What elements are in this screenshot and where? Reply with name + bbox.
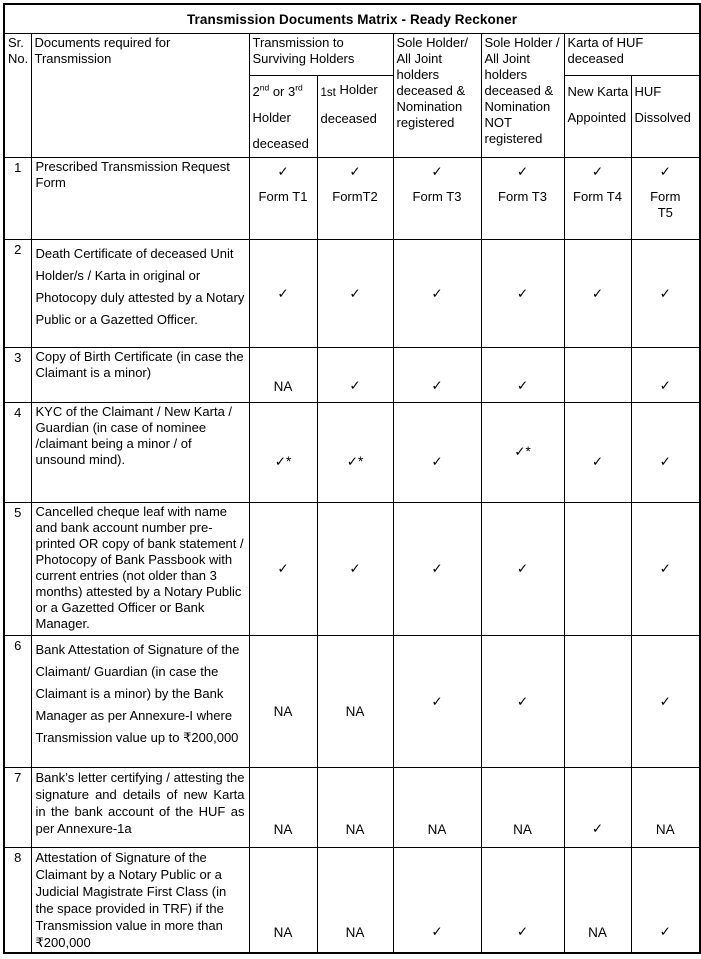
na-value: NA (273, 822, 293, 837)
document-description: Bank’s letter certifying / attesting the signature and details of new Karta in the bank account of the HUF as per Annexure-1a (31, 768, 249, 848)
check-mark: ✓ (591, 285, 604, 301)
matrix-cell (481, 636, 564, 768)
check-mark: ✓* (514, 443, 531, 459)
serial-number: 2 (4, 240, 31, 348)
check-mark: ✓ (659, 923, 671, 939)
matrix-cell (393, 348, 481, 403)
serial-number: 6 (4, 636, 31, 768)
header-new-karta-appointed: New Karta Appointed (564, 76, 631, 158)
matrix-cell (317, 636, 393, 768)
check-mark: ✓ (516, 561, 529, 576)
check-mark: ✓ (659, 693, 671, 709)
table-row (4, 503, 700, 636)
form-label: Form T4 (573, 189, 622, 204)
form-label: Form T3 (498, 189, 547, 204)
page-title: Transmission Documents Matrix - Ready Reckoner (4, 4, 700, 34)
check-mark: ✓ (431, 285, 443, 301)
serial-number: 7 (4, 768, 31, 848)
na-value: NA (427, 822, 447, 837)
na-value: NA (345, 924, 365, 940)
matrix-cell (564, 848, 631, 953)
header-2nd-3rd-holder-deceased (249, 76, 317, 158)
na-value: NA (588, 924, 607, 940)
matrix-cell (481, 503, 564, 636)
matrix-cell (317, 848, 393, 953)
matrix-cell (564, 158, 631, 240)
table-row (4, 240, 700, 348)
check-mark: ✓* (346, 453, 364, 469)
header-row-groups (4, 34, 700, 76)
matrix-cell-empty (564, 636, 631, 768)
matrix-cell (631, 348, 700, 403)
document-description: Bank Attestation of Signature of the Claimant/ Guardian (in case the Claimant is a minor) by the Bank Manager as per Annexure-I where Transmission value up to ₹200,000 (31, 636, 249, 768)
matrix-cell (564, 240, 631, 348)
header-group-karta-huf: Karta of HUF deceased (564, 34, 700, 76)
check-mark: ✓ (516, 164, 529, 179)
matrix-cell (481, 403, 564, 503)
matrix-cell (393, 636, 481, 768)
matrix-cell (249, 240, 317, 348)
table-row (4, 348, 700, 403)
matrix-cell (393, 768, 481, 848)
check-mark: ✓* (274, 453, 292, 469)
matrix-cell (249, 768, 317, 848)
matrix-cell (317, 240, 393, 348)
title-row (4, 4, 700, 34)
header-documents: Documents required for Transmission (31, 34, 249, 158)
check-mark: ✓ (431, 378, 443, 393)
check-mark: ✓ (431, 164, 443, 179)
matrix-cell (249, 403, 317, 503)
document-description: Cancelled cheque leaf with name and bank account number pre-printed OR copy of bank statement / Photocopy of Bank Passbook with current entries (not older than 3 months) attested by a Notary Public or a Gazetted Officer or Bank Manager. (31, 503, 249, 636)
matrix-cell (393, 240, 481, 348)
matrix-cell (393, 158, 481, 240)
matrix-cell (481, 158, 564, 240)
document-description: Copy of Birth Certificate (in case the Claimant is a minor) (31, 348, 249, 403)
ordinal-rest: Holder deceased (252, 110, 309, 151)
form-label: Form T3 (412, 189, 462, 204)
na-value: NA (273, 704, 293, 719)
form-label: Form T1 (258, 189, 308, 204)
matrix-cell (631, 503, 700, 636)
na-value: NA (345, 822, 365, 837)
check-mark: ✓ (591, 453, 604, 469)
matrix-cell (249, 503, 317, 636)
matrix-cell (631, 768, 700, 848)
form-label: FormT2 (332, 189, 378, 204)
document-description: Death Certificate of deceased Unit Holder/s / Karta in original or Photocopy duly attested by a Notary Public or a Gazetted Officer. (31, 240, 249, 348)
table-row (4, 636, 700, 768)
check-mark: ✓ (431, 453, 443, 469)
check-mark: ✓ (516, 285, 529, 301)
document-description: KYC of the Claimant / New Karta / Guardian (in case of nominee /claimant being a minor / of unsound mind). (31, 403, 249, 503)
na-value: NA (655, 822, 675, 837)
na-value: NA (273, 924, 293, 940)
transmission-documents-matrix (3, 3, 701, 954)
check-mark: ✓ (659, 285, 671, 301)
matrix-cell (249, 158, 317, 240)
document-description: Prescribed Transmission Request Form (31, 158, 249, 240)
header-1st-holder-deceased (317, 76, 393, 158)
check-mark: ✓ (431, 693, 443, 709)
check-mark: ✓ (516, 693, 529, 709)
matrix-cell (481, 768, 564, 848)
serial-number: 8 (4, 848, 31, 953)
serial-number: 5 (4, 503, 31, 636)
matrix-cell (481, 240, 564, 348)
check-mark: ✓ (431, 561, 443, 576)
header-huf-dissolved: HUF Dissolved (631, 76, 700, 158)
serial-number: 4 (4, 403, 31, 503)
header-sr-no: Sr. No. (4, 34, 31, 158)
serial-number: 3 (4, 348, 31, 403)
matrix-cell (631, 403, 700, 503)
check-mark: ✓ (349, 378, 361, 393)
check-mark: ✓ (349, 561, 361, 576)
matrix-cell (249, 848, 317, 953)
matrix-cell (631, 848, 700, 953)
document-description: Attestation of Signature of the Claimant by a Notary Public or a Judicial Magistrate First Class (in the space provided in TRF) if the Transmission value in more than ₹200,000 (31, 848, 249, 953)
matrix-cell (393, 848, 481, 953)
check-mark: ✓ (659, 164, 671, 179)
check-mark: ✓ (659, 378, 671, 393)
na-value: NA (513, 822, 532, 837)
first-holder-line2: deceased (320, 111, 377, 126)
check-mark: ✓ (349, 164, 361, 179)
matrix-cell (631, 240, 700, 348)
matrix-cell (317, 503, 393, 636)
check-mark: ✓ (659, 561, 671, 576)
na-value: NA (345, 704, 365, 719)
check-mark: ✓ (516, 923, 529, 939)
check-mark: ✓ (591, 821, 604, 836)
matrix-cell (631, 636, 700, 768)
matrix-cell (564, 768, 631, 848)
matrix-cell-empty (564, 348, 631, 403)
matrix-cell (249, 636, 317, 768)
serial-number: 1 (4, 158, 31, 240)
check-mark: ✓ (516, 378, 529, 393)
matrix-cell (317, 768, 393, 848)
check-mark: ✓ (591, 164, 604, 179)
header-nomination-registered: Sole Holder/ All Joint holders deceased & Nomination registered (393, 34, 481, 158)
matrix-cell (317, 158, 393, 240)
matrix-cell (481, 348, 564, 403)
check-mark: ✓ (277, 561, 289, 576)
matrix-cell-empty (564, 503, 631, 636)
check-mark: ✓ (349, 285, 361, 301)
matrix-cell (631, 158, 700, 240)
table-row (4, 403, 700, 503)
matrix-cell (564, 403, 631, 503)
check-mark: ✓ (277, 164, 289, 179)
na-value: NA (273, 379, 293, 394)
matrix-cell (317, 403, 393, 503)
matrix-cell (249, 348, 317, 403)
first-holder-line: 1st Holder (320, 82, 378, 99)
header-nomination-not-registered: Sole Holder / All Joint holders deceased & Nomination NOT registered (481, 34, 564, 158)
matrix-cell (317, 348, 393, 403)
form-label: Form T5 (650, 189, 681, 220)
table-row (4, 768, 700, 848)
table-row (4, 158, 700, 240)
matrix-cell (393, 503, 481, 636)
matrix-body (4, 158, 700, 953)
check-mark: ✓ (431, 923, 443, 939)
header-group-surviving-holders: Transmission to Surviving Holders (249, 34, 393, 76)
check-mark: ✓ (659, 453, 671, 469)
matrix-cell (393, 403, 481, 503)
check-mark: ✓ (277, 285, 289, 301)
matrix-cell (481, 848, 564, 953)
ordinal-line: 2nd or 3rd (252, 82, 303, 99)
table-row (4, 848, 700, 953)
